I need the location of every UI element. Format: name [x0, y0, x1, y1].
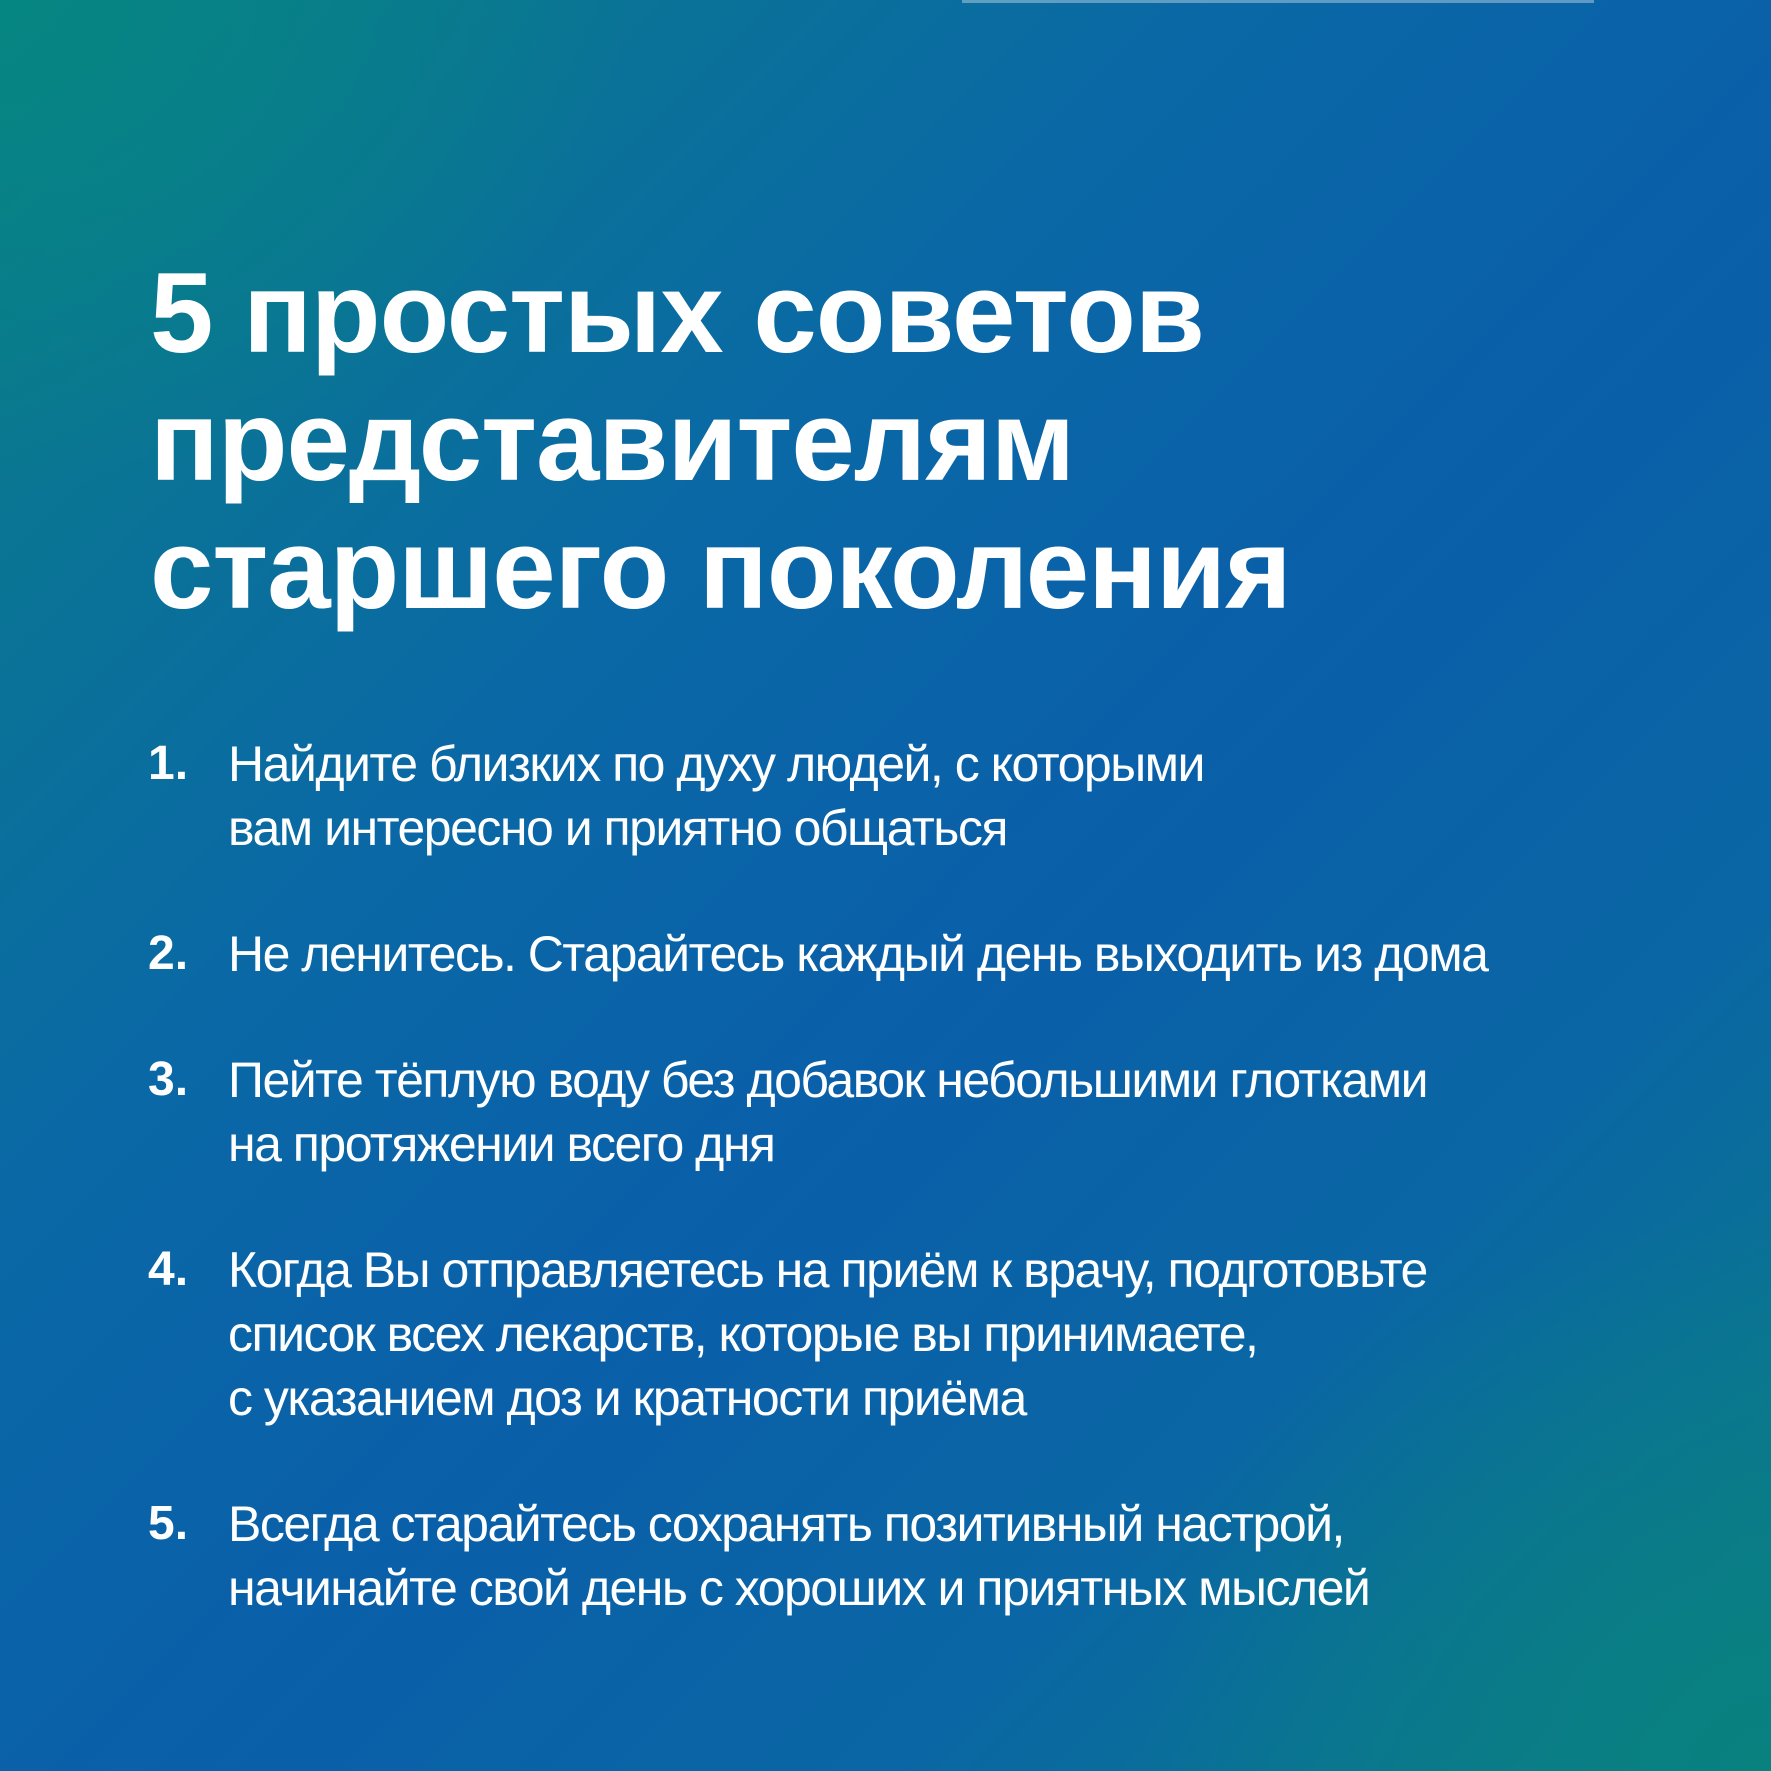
tip-line: с указанием доз и кратности приёма	[228, 1370, 1026, 1426]
tip-line: вам интересно и приятно общаться	[228, 800, 1007, 856]
tip-text	[228, 1492, 1648, 1620]
tip-line: Когда Вы отправляетесь на приём к врачу, подготовьте	[228, 1242, 1427, 1298]
list-item	[148, 1238, 1648, 1430]
tip-text	[228, 732, 1648, 860]
tip-line: на протяжении всего дня	[228, 1116, 775, 1172]
tip-text	[228, 1048, 1648, 1176]
tip-text	[228, 922, 1648, 986]
tip-line: Найдите близких по духу людей, с которыми	[228, 736, 1204, 792]
tip-line: Пейте тёплую воду без добавок небольшими глотками	[228, 1052, 1428, 1108]
title-line: старшего поколения	[150, 506, 1291, 633]
tip-number: 4.	[148, 1243, 189, 1296]
tip-line: Всегда старайтесь сохранять позитивный настрой,	[228, 1496, 1344, 1552]
list-item	[148, 1048, 1648, 1176]
tip-line: Не ленитесь. Старайтесь каждый день выходить из дома	[228, 926, 1488, 982]
page-title	[150, 250, 1600, 634]
tip-line: начинайте свой день с хороших и приятных мыслей	[228, 1560, 1370, 1616]
tip-number: 5.	[148, 1497, 189, 1550]
tips-list	[148, 732, 1648, 1682]
title-line: 5 простых советов	[150, 250, 1204, 377]
top-divider	[962, 0, 1594, 3]
tip-number: 2.	[148, 927, 189, 980]
tip-line: список всех лекарств, которые вы принимаете,	[228, 1306, 1258, 1362]
list-item	[148, 922, 1648, 986]
list-item	[148, 1492, 1648, 1620]
tip-text	[228, 1238, 1648, 1430]
title-line: представителям	[150, 378, 1075, 505]
tip-number: 1.	[148, 737, 189, 790]
tip-number: 3.	[148, 1053, 189, 1106]
list-item	[148, 732, 1648, 860]
